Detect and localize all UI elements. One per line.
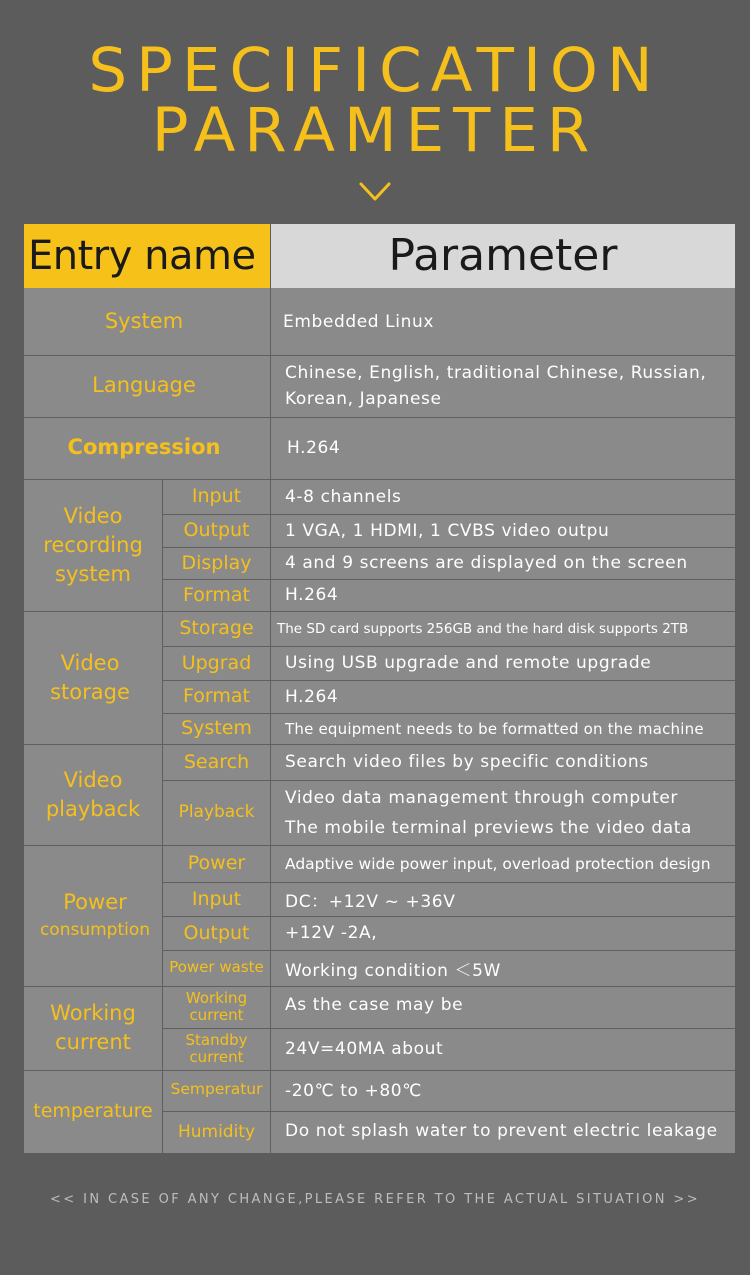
- group-label-line: Power: [63, 889, 127, 914]
- sub-value-output: 1 VGA, 1 HDMI, 1 CVBS video outpu: [285, 520, 610, 541]
- group-label-video-storage: [24, 611, 156, 744]
- row-label-compression: Compression: [67, 435, 221, 460]
- sub-value-working-current: As the case may be: [285, 995, 464, 1015]
- sub-label-storage: Storage: [179, 617, 254, 640]
- sub-label-format: Format: [183, 583, 250, 606]
- language-value-line2: Korean, Japanese: [285, 389, 442, 409]
- sub-value-input: DC：+12V ~ +36V: [285, 891, 456, 912]
- sub-value-storage: The SD card supports 256GB and the hard disk supports 2TB: [277, 620, 689, 637]
- column-header-parameter: Parameter: [271, 224, 735, 288]
- page-title-line1: SPECIFICATION: [88, 35, 662, 106]
- sub-label-input: Input: [191, 887, 242, 910]
- sub-value-search: Search video files by specific conditions: [285, 752, 649, 772]
- row-label-language: Language: [92, 373, 196, 398]
- sub-label-playback: Playback: [178, 802, 255, 823]
- group-label-line: consumption: [39, 919, 151, 940]
- sub-value-humidity: Do not splash water to prevent electric leakage: [285, 1121, 718, 1141]
- group-label-power-consumption: [24, 845, 166, 986]
- sub-value-upgrad: Using USB upgrade and remote upgrade: [285, 653, 652, 673]
- sub-value-format: H.264: [285, 686, 339, 707]
- group-label-line: Video: [63, 503, 123, 528]
- sub-value-format: H.264: [285, 585, 339, 605]
- sub-value-display: 4 and 9 screens are displayed on the screen: [285, 553, 688, 573]
- page-title-line2: PARAMETER: [151, 95, 599, 166]
- language-value-line1: Chinese, English, traditional Chinese, Russian,: [285, 363, 707, 383]
- row-value-system: Embedded Linux: [283, 311, 434, 332]
- sub-label-line: Standby: [185, 1031, 248, 1049]
- sub-label-system: System: [181, 717, 252, 740]
- playback-value-line1: Video data management through computer: [285, 787, 678, 808]
- playback-value-line2: The mobile terminal previews the video data: [285, 817, 693, 838]
- sub-label-output: Output: [183, 519, 250, 542]
- sub-value-semperatur: -20℃ to +80℃: [285, 1080, 422, 1101]
- sub-label-line: current: [189, 1006, 244, 1024]
- sub-value-standby-current: 24V=40MA about: [285, 1039, 444, 1059]
- spec-table: [24, 288, 735, 1153]
- group-label-line: system: [55, 561, 131, 586]
- group-label-line: current: [55, 1030, 131, 1054]
- sub-value-power-waste: Working condition ＜5W: [285, 960, 501, 981]
- sub-label-upgrad: Upgrad: [181, 651, 252, 674]
- group-label-line: Video: [60, 650, 120, 675]
- sub-label-power: Power: [187, 852, 246, 875]
- sub-value-system: The equipment needs to be formatted on the machine: [285, 719, 704, 738]
- column-header-entry-name: Entry name: [24, 224, 270, 288]
- sub-label-working-current: [163, 986, 270, 1028]
- sub-value-input: 4-8 channels: [285, 486, 402, 507]
- group-label-line: playback: [45, 796, 141, 821]
- chevron-down-icon: [358, 180, 392, 204]
- sub-label-output: Output: [183, 921, 250, 944]
- sub-value-output: +12V -2A,: [285, 923, 378, 943]
- footer-note: << IN CASE OF ANY CHANGE,PLEASE REFER TO THE ACTUAL SITUATION >>: [50, 1192, 700, 1207]
- group-label-line: storage: [50, 679, 130, 704]
- sub-label-format: Format: [183, 685, 250, 708]
- group-label-line: Working: [50, 1001, 136, 1025]
- group-label-line: recording: [43, 532, 143, 557]
- sub-label-standby-current: [163, 1028, 270, 1070]
- sub-label-line: current: [189, 1048, 244, 1066]
- row-value-language: [285, 355, 706, 417]
- sub-value-playback: [285, 780, 692, 845]
- group-label-temperature: temperature: [33, 1100, 153, 1123]
- group-label-working-current: [24, 986, 162, 1070]
- row-value-compression: H.264: [287, 438, 341, 458]
- group-label-line: Video: [63, 767, 123, 792]
- sub-label-semperatur: Semperatur: [170, 1079, 263, 1098]
- group-label-video-playback: [24, 744, 162, 845]
- sub-label-humidity: Humidity: [177, 1121, 256, 1142]
- sub-label-search: Search: [183, 750, 250, 773]
- sub-label-input: Input: [191, 485, 242, 508]
- group-label-video-recording-system: [24, 479, 162, 611]
- sub-label-power-waste: Power waste: [169, 958, 264, 977]
- sub-label-line: Working: [185, 989, 248, 1007]
- sub-label-display: Display: [181, 551, 252, 574]
- row-label-system: System: [104, 308, 184, 333]
- sub-value-power: Adaptive wide power input, overload protection design: [285, 854, 711, 873]
